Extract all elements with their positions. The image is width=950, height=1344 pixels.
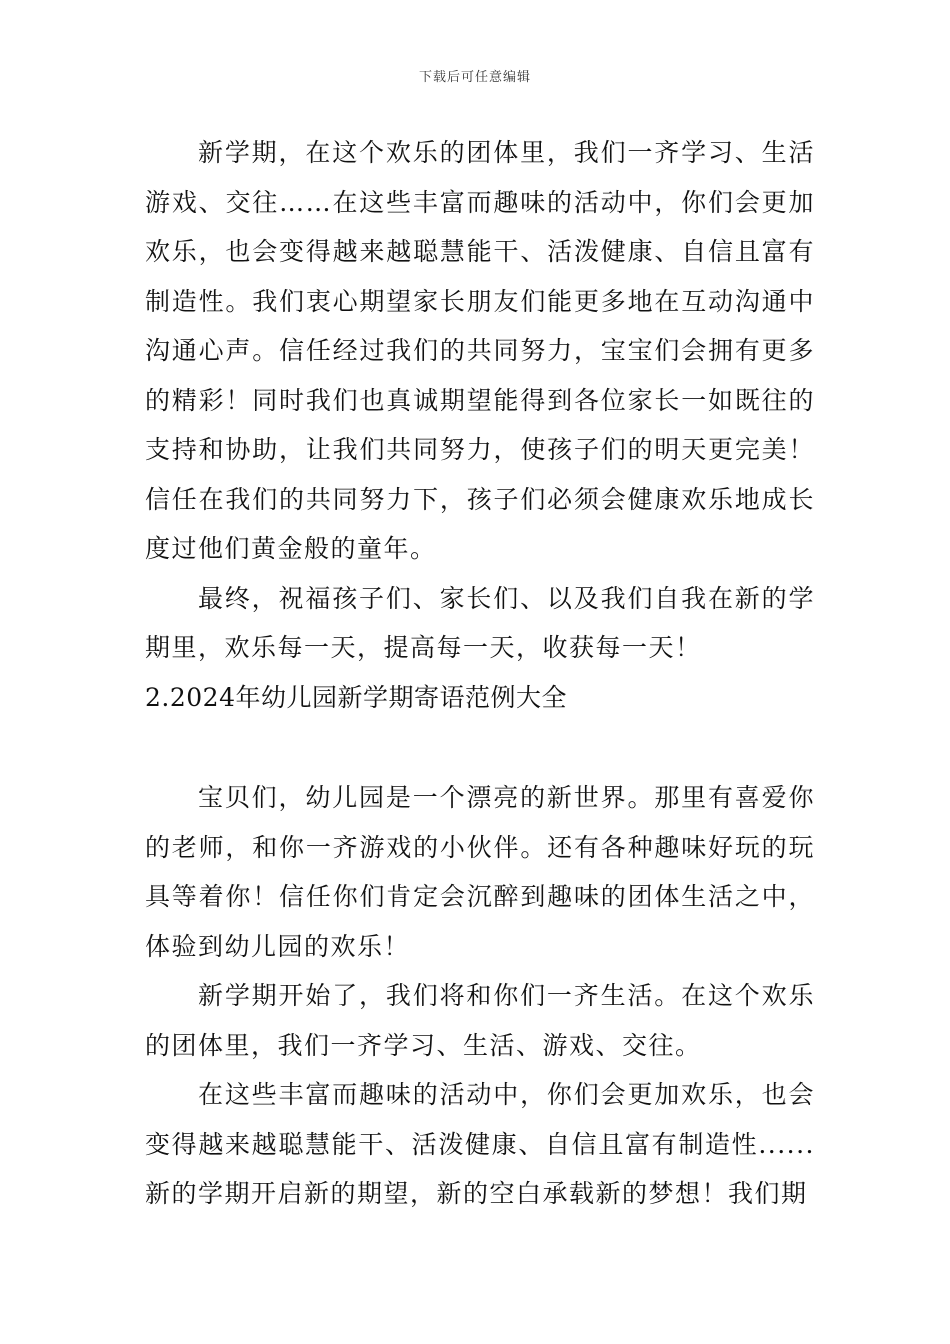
paragraph-2: 最终，祝福孩子们、家长们、以及我们自我在新的学期里，欢乐每一天，提高每一天，收获每一天！ xyxy=(145,583,815,662)
blank-line xyxy=(145,722,815,773)
paragraph-4: 新学期开始了，我们将和你们一齐生活。在这个欢乐的团体里，我们一齐学习、生活、游戏、交往。 xyxy=(145,981,815,1060)
paragraph-1: 新学期，在这个欢乐的团体里，我们一齐学习、生活游戏、交往……在这些丰富而趣味的活动中，你们会更加欢乐，也会变得越来越聪慧能干、活泼健康、自信且富有制造性。我们衷心期望家长朋友们能更多地在互动沟通中沟通心声。信任经过我们的共同努力，宝宝们会拥有更多的精彩！同时我们也真诚期望能得到各位家长一如既往的支持和协助，让我们共同努力，使孩子们的明天更完美！信任在我们的共同努力下，孩子们必须会健康欢乐地成长度过他们黄金般的童年。 xyxy=(145,138,815,563)
paragraph-5: 在这些丰富而趣味的活动中，你们会更加欢乐，也会变得越来越聪慧能干、活泼健康、自信且富有制造性......新的学期开启新的期望，新的空白承载新的梦想！我们期 xyxy=(145,1080,815,1208)
paragraph-3: 宝贝们，幼儿园是一个漂亮的新世界。那里有喜爱你的老师，和你一齐游戏的小伙伴。还有各种趣味好玩的玩具等着你！信任你们肯定会沉醉到趣味的团体生活之中，体验到幼儿园的欢乐！ xyxy=(145,783,815,961)
page-header: 下载后可任意编辑 xyxy=(418,70,531,85)
section-heading: 2.2024年幼儿园新学期寄语范例大全 xyxy=(145,682,567,712)
document-body xyxy=(145,128,815,1219)
